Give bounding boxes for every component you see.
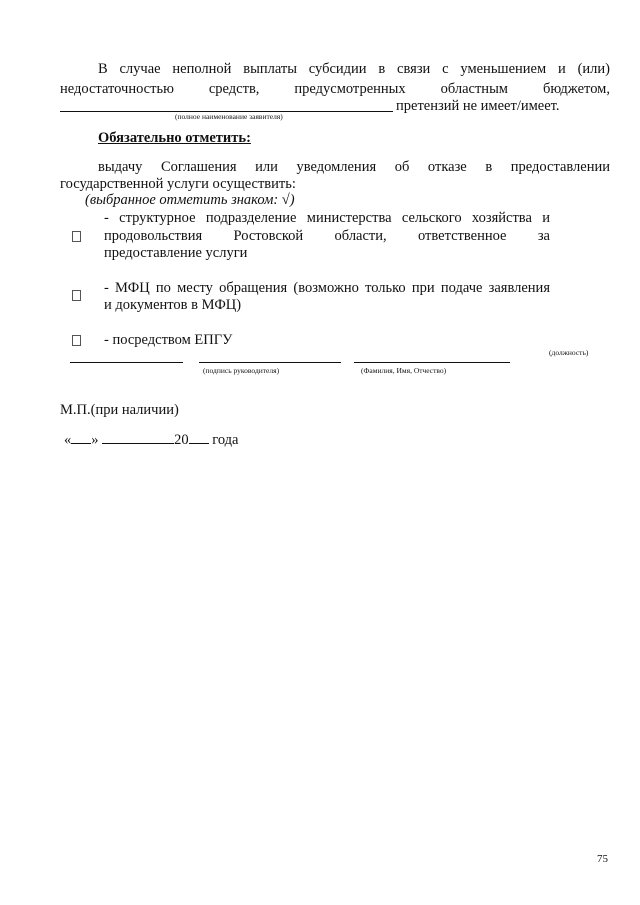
issuance-hint: (выбранное отметить знаком: √) <box>85 192 295 208</box>
date-year-word: года <box>212 432 239 448</box>
signature-field[interactable] <box>199 362 341 363</box>
date-day-field[interactable] <box>71 431 91 444</box>
o1-word-1: продовольствия <box>104 228 203 244</box>
p1-word-5: бюджетом, <box>542 81 610 97</box>
date-line <box>64 431 238 449</box>
option1-line2 <box>104 228 550 245</box>
o1-word-2: Ростовской <box>233 228 304 244</box>
full-name-field[interactable] <box>354 362 510 363</box>
date-year-field[interactable] <box>189 431 209 444</box>
option1-checkbox[interactable] <box>72 231 81 242</box>
option3-line1: - посредством ЕПГУ <box>104 332 233 348</box>
date-close-quote: » <box>91 432 99 448</box>
o1-word-5: за <box>537 228 550 244</box>
applicant-caption: (полное наименование заявителя) <box>175 112 283 121</box>
p1-word-4: областным <box>440 81 508 97</box>
option2-line1: - МФЦ по месту обращения (возможно только при подаче заявления <box>104 280 550 296</box>
paragraph1-line3-suffix: претензий не имеет/имеет. <box>396 98 560 114</box>
o1-word-4: ответственное <box>418 228 507 244</box>
position-field[interactable] <box>70 362 183 363</box>
option1-line3: предоставление услуги <box>104 245 248 261</box>
p1-word-2: средств, <box>208 81 260 97</box>
o1-word-3: области, <box>334 228 387 244</box>
stamp-label: М.П.(при наличии) <box>60 402 179 418</box>
date-month-field[interactable] <box>102 431 174 444</box>
p1-word-3: предусмотренных <box>294 81 406 97</box>
date-century: 20 <box>174 432 189 448</box>
paragraph1-line1: В случае неполной выплаты субсидии в связи с уменьшением и (или) <box>98 61 610 77</box>
heading-must-mark: Обязательно отметить: <box>98 130 251 146</box>
page-number: 75 <box>597 853 608 865</box>
p1-word-1: недостаточностью <box>60 81 174 97</box>
option2-checkbox[interactable] <box>72 290 81 301</box>
issuance-line1: выдачу Соглашения или уведомления об отказе в предоставлении <box>98 159 610 175</box>
option2-line2: и документов в МФЦ) <box>104 297 242 313</box>
position-caption: (должность) <box>549 348 589 357</box>
signature-caption: (подпись руководителя) <box>203 366 280 375</box>
date-open-quote: « <box>64 432 72 448</box>
issuance-line2: государственной услуги осуществить: <box>60 176 296 192</box>
option3-checkbox[interactable] <box>72 335 81 346</box>
name-caption: (Фамилия, Имя, Отчество) <box>361 366 447 375</box>
paragraph1-line2 <box>60 81 610 98</box>
option1-line1: - структурное подразделение министерства сельского хозяйства и <box>104 210 550 226</box>
